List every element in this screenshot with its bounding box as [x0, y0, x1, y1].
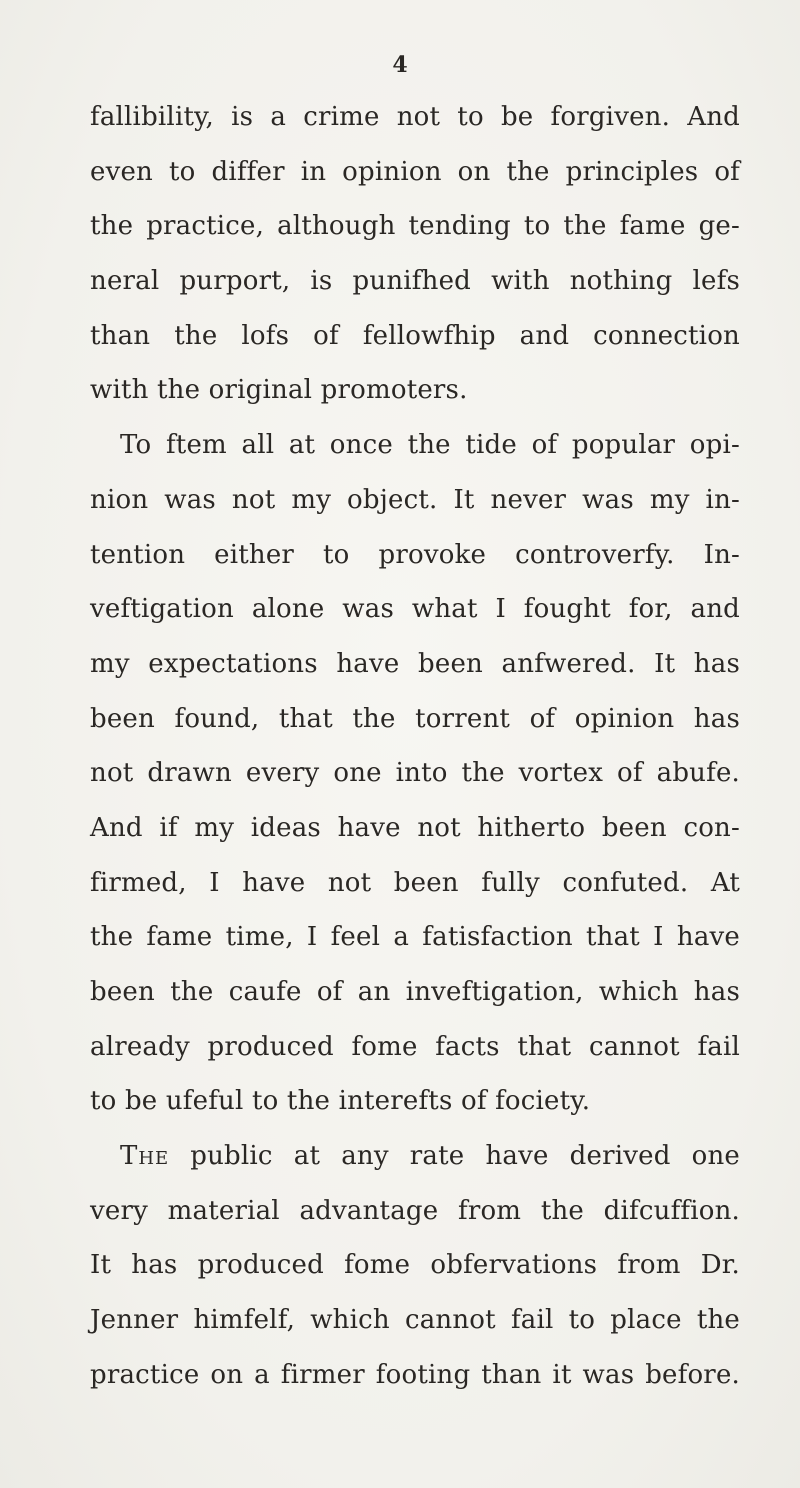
text-line: the practice, although tending to the fame ge- — [90, 211, 740, 242]
text-line: to be ufeful to the interefts of fociety. — [90, 1086, 591, 1117]
text-line: neral purport, is punifhed with nothing lefs — [90, 266, 740, 297]
text-line: practice on a firmer footing than it was before. — [90, 1359, 740, 1390]
text-line: Jenner himfelf, which cannot fail to place the — [90, 1305, 740, 1336]
text-line: And if my ideas have not hitherto been con- — [90, 812, 740, 843]
body-text — [90, 90, 740, 1403]
text-line: my expectations have been anfwered. It has — [90, 648, 740, 679]
text-line: the fame time, I feel a fatisfaction that I have — [90, 922, 740, 953]
text-line: To ftem all at once the tide of popular opi- — [120, 430, 740, 461]
text-line: even to differ in opinion on the principles of — [90, 156, 740, 187]
paragraph-lead: The — [120, 1141, 170, 1172]
text-line: fallibility, is a crime not to be forgiven. And — [90, 102, 740, 132]
text-line: not drawn every one into the vortex of abufe. — [90, 758, 740, 789]
text-line: It has produced fome obfervations from Dr. — [90, 1250, 740, 1281]
text-line: with the original promoters. — [90, 375, 468, 406]
paragraph-lead-rest: public at any rate have derived one — [169, 1141, 740, 1172]
text-line: nion was not my object. It never was my in- — [90, 484, 740, 515]
text-line: been the caufe of an inveftigation, which has — [90, 977, 740, 1007]
text-line: than the lofs of fellowfhip and connection — [90, 320, 740, 351]
text-line — [90, 1129, 740, 1184]
page-number: 4 — [392, 52, 408, 78]
text-line: already produced fome facts that cannot fail — [90, 1031, 740, 1062]
text-line: very material advantage from the difcuffion. — [90, 1195, 740, 1226]
text-line: veftigation alone was what I fought for, and — [90, 594, 740, 625]
text-line: been found, that the torrent of opinion has — [90, 703, 740, 734]
text-line: tention either to provoke controverfy. In- — [90, 539, 740, 570]
text-line: firmed, I have not been fully confuted. At — [90, 867, 740, 898]
